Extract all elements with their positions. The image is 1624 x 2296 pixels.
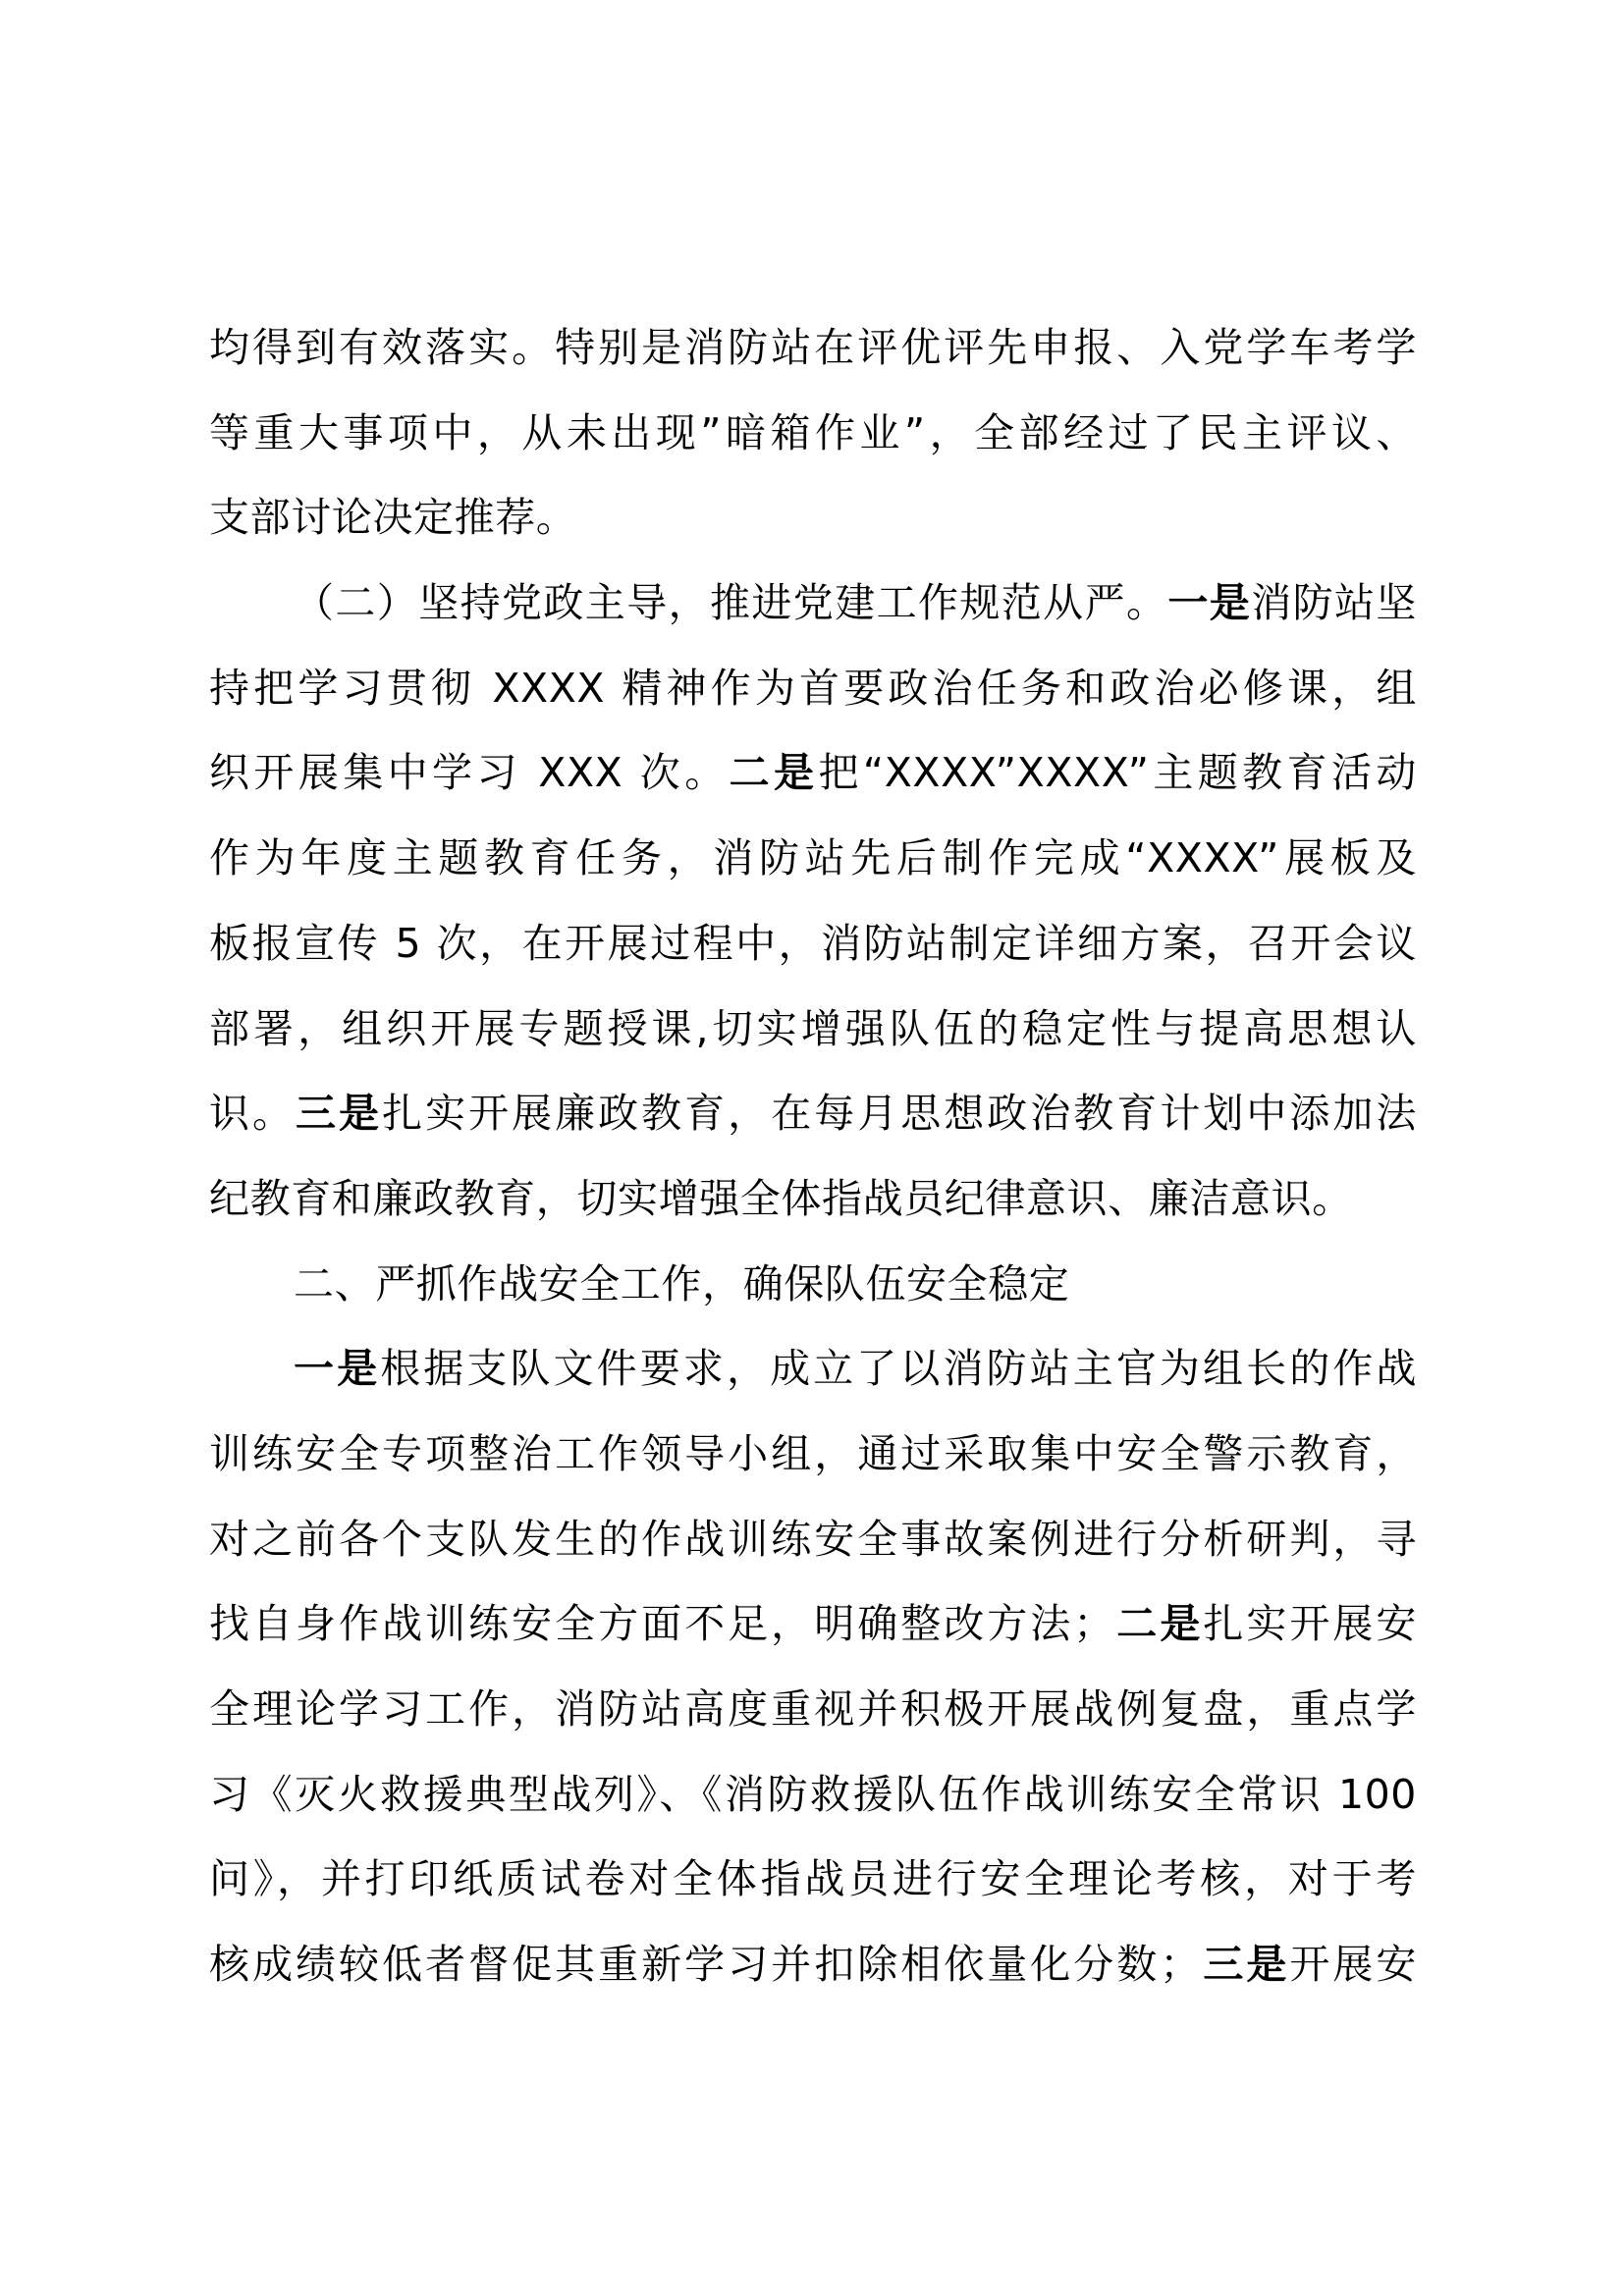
text-segment: 找自身作战训练安全方面不足，明确整改方法； bbox=[209, 1600, 1114, 1648]
text-segment: （二）坚持党政主导，推进党建工作规范从严。 bbox=[294, 579, 1168, 627]
text-segment: 开展安 bbox=[1289, 1941, 1417, 1989]
text-line bbox=[209, 1242, 1417, 1327]
text-segment: 二、严抓作战安全工作，确保队伍安全稳定 bbox=[294, 1259, 1070, 1308]
text-line bbox=[209, 1752, 1417, 1838]
text-segment: 均得到有效落实。特别是消防站在评优评先申报、入党学车考学 bbox=[209, 324, 1417, 371]
document-page bbox=[209, 305, 1417, 2007]
text-segment: 板报宣传 5 次，在开展过程中，消防站制定详细方案，召开会议 bbox=[209, 919, 1417, 967]
text-line bbox=[209, 1071, 1417, 1156]
text-line bbox=[209, 1667, 1417, 1752]
document-body bbox=[209, 305, 1417, 2007]
text-segment: 对之前各个支队发生的作战训练安全事故案例进行分析研判，寻 bbox=[209, 1515, 1417, 1563]
text-line bbox=[209, 646, 1417, 731]
text-segment: 问》，并打印纸质试卷对全体指战员进行安全理论考核，对于考 bbox=[209, 1855, 1417, 1903]
text-segment: 识。 bbox=[209, 1090, 297, 1138]
text-segment: 核成绩较低者督促其重新学习并扣除相依量化分数； bbox=[209, 1941, 1201, 1989]
text-segment: 全理论学习工作，消防站高度重视并积极开展战例复盘，重点学 bbox=[209, 1685, 1417, 1733]
text-segment: 纪教育和廉政教育，切实增强全体指战员纪律意识、廉洁意识。 bbox=[209, 1174, 1353, 1222]
bold-keyword: 二是 bbox=[729, 749, 819, 797]
text-line bbox=[209, 1326, 1417, 1412]
text-segment: 消防站坚 bbox=[1251, 579, 1418, 627]
text-segment: 织开展集中学习 XXX 次。 bbox=[209, 749, 730, 797]
text-segment: 扎实开展廉政教育，在每月思想政治教育计划中添加法 bbox=[382, 1090, 1417, 1138]
bold-keyword: 一是 bbox=[1167, 579, 1252, 627]
bold-keyword: 三是 bbox=[1200, 1941, 1290, 1989]
bold-keyword: 三是 bbox=[296, 1090, 383, 1138]
text-segment: 训练安全专项整治工作领导小组，通过采取集中安全警示教育， bbox=[209, 1429, 1417, 1477]
text-line bbox=[209, 391, 1417, 476]
text-line bbox=[209, 1156, 1417, 1242]
text-line bbox=[209, 1497, 1417, 1582]
text-segment: 扎实开展安 bbox=[1203, 1600, 1418, 1648]
text-line bbox=[209, 1412, 1417, 1497]
bold-keyword: 二是 bbox=[1113, 1600, 1204, 1648]
text-line bbox=[209, 730, 1417, 816]
text-segment: 习《灭火救援典型战列》、《消防救援队伍作战训练安全常识 100 bbox=[209, 1770, 1417, 1818]
text-segment: 等重大事项中，从未出现”暗箱作业”，全部经过了民主评议、 bbox=[209, 408, 1417, 456]
text-line bbox=[209, 1922, 1417, 2007]
text-line bbox=[209, 816, 1417, 901]
text-line bbox=[209, 901, 1417, 987]
text-segment: 部署，组织开展专题授课,切实增强队伍的稳定性与提高思想认 bbox=[209, 1004, 1417, 1052]
text-line bbox=[209, 1581, 1417, 1667]
text-line bbox=[209, 305, 1417, 391]
text-segment: 把“XXXX”XXXX”主题教育活动 bbox=[818, 749, 1418, 797]
bold-keyword: 一是 bbox=[294, 1345, 381, 1393]
text-segment: 支部讨论决定推荐。 bbox=[209, 494, 577, 542]
text-line bbox=[209, 987, 1417, 1072]
text-segment: 持把学习贯彻 XXXX 精神作为首要政治任务和政治必修课，组 bbox=[209, 664, 1417, 712]
text-line bbox=[209, 1837, 1417, 1922]
text-line bbox=[209, 475, 1417, 561]
text-segment: 根据支队文件要求，成立了以消防站主官为组长的作战 bbox=[380, 1345, 1417, 1393]
text-segment: 作为年度主题教育任务，消防站先后制作完成“XXXX”展板及 bbox=[209, 834, 1417, 882]
text-line bbox=[209, 561, 1417, 646]
